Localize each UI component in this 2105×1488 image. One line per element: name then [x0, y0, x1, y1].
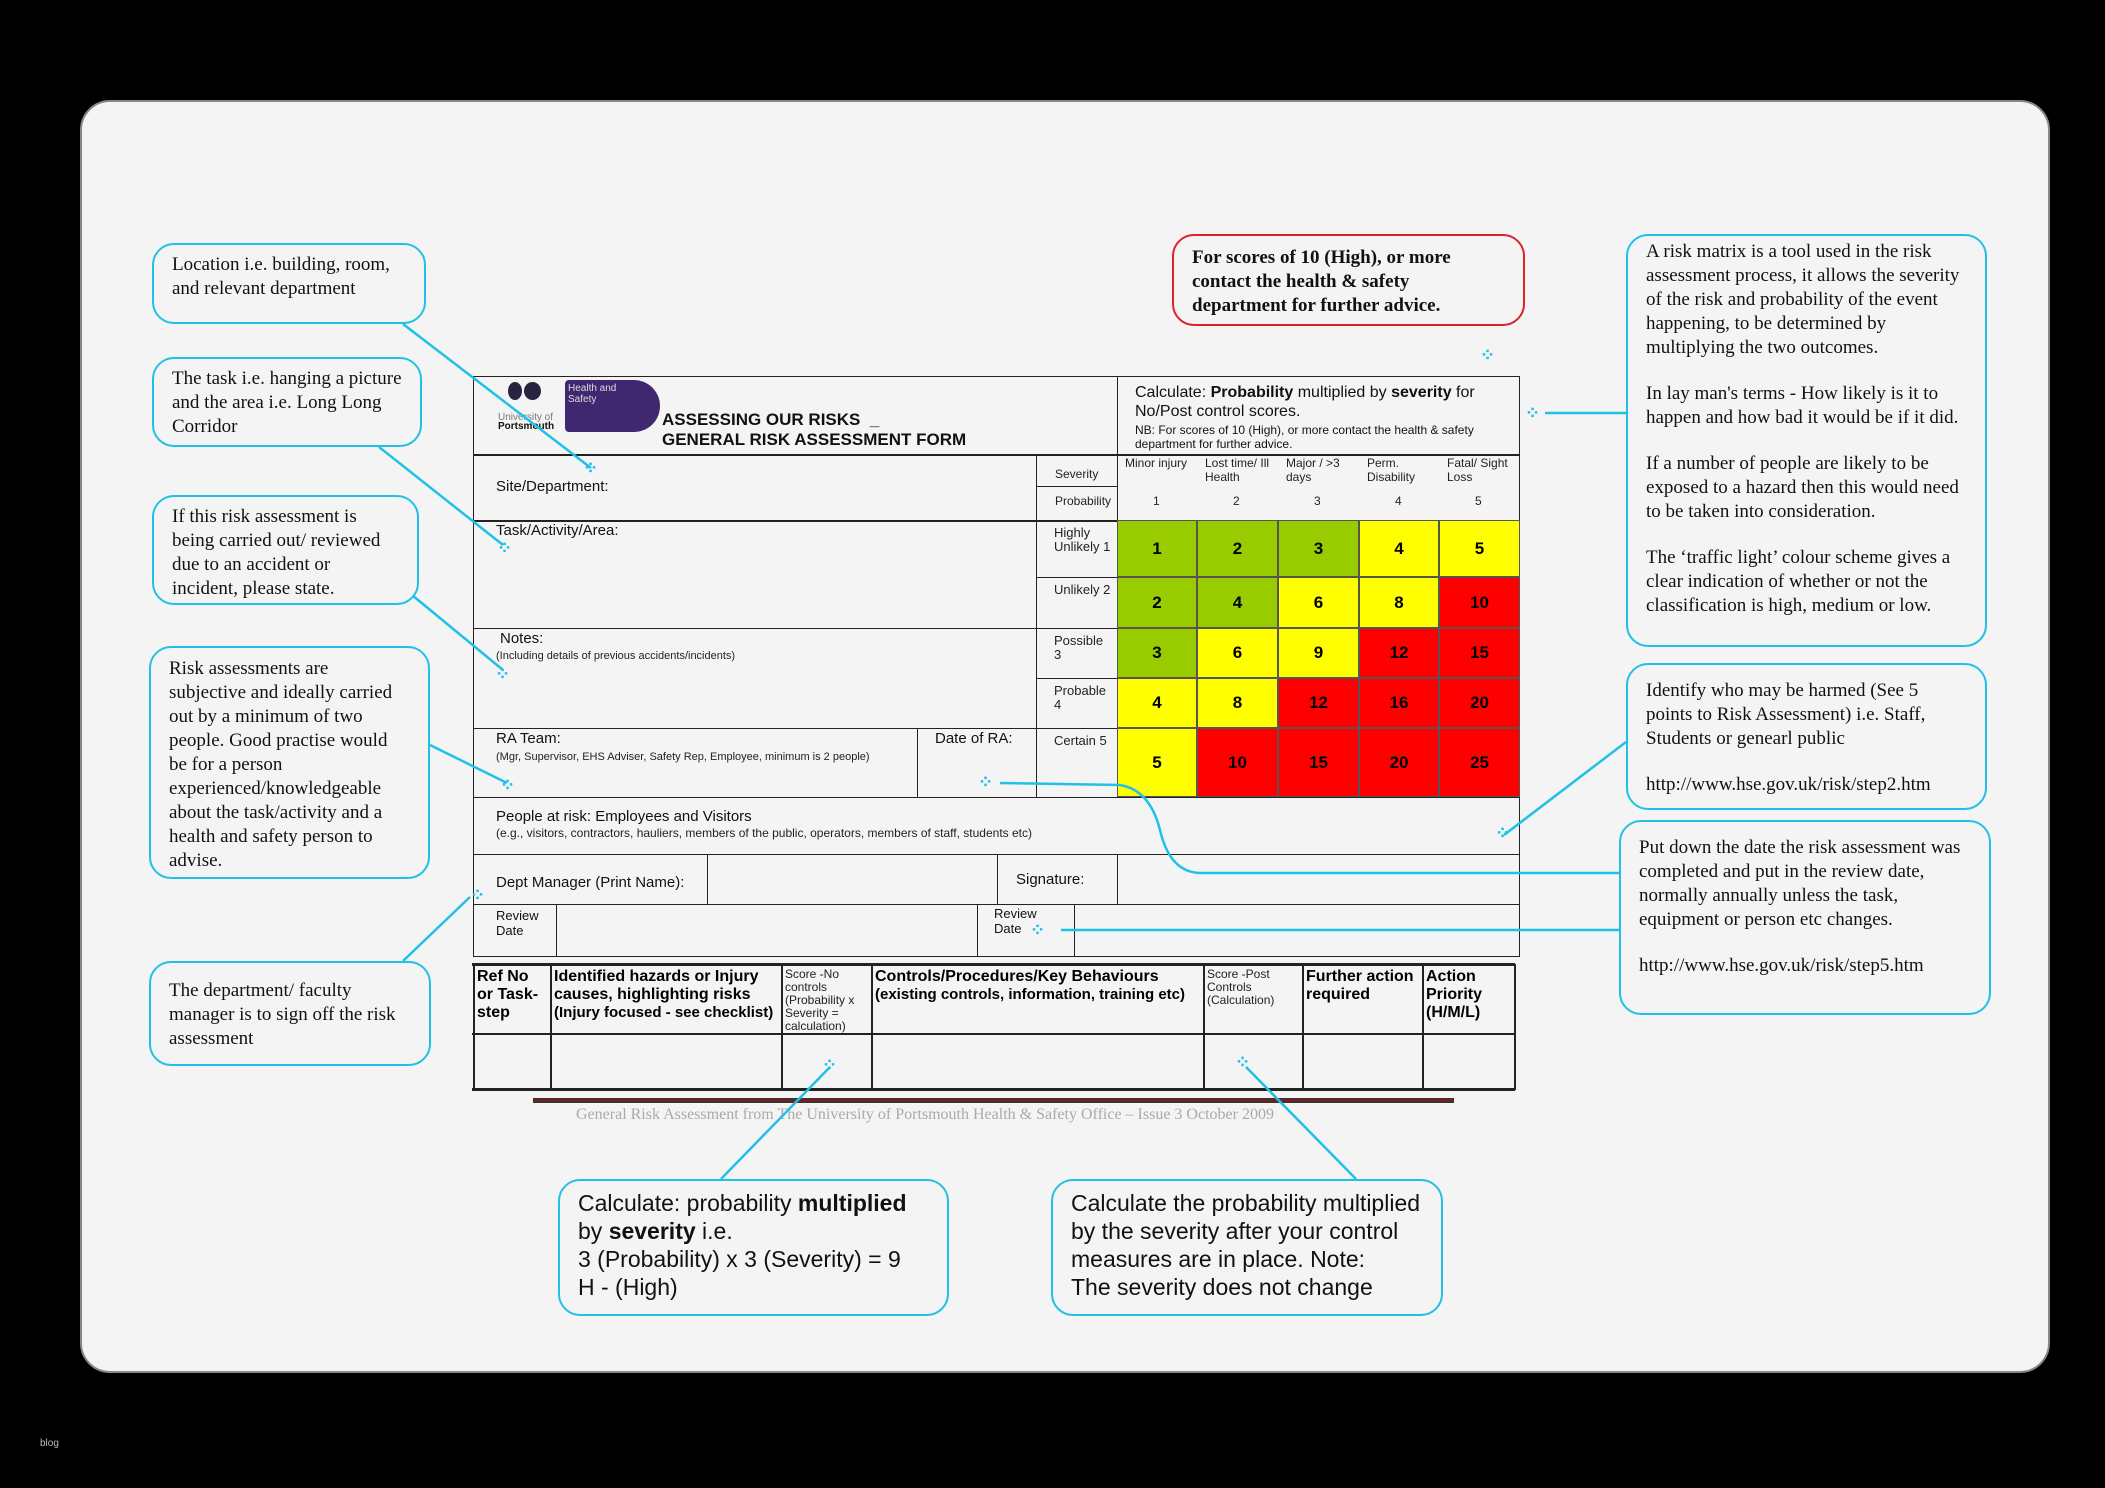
hse-step2-link[interactable]: http://www.hse.gov.uk/risk/step2.htm: [1646, 774, 1931, 795]
callout-accident: If this risk assessment is being carried out/ reviewed due to an accident or incident, please state.: [152, 495, 419, 605]
probability-label: Unlikely 2: [1054, 582, 1111, 597]
site-department-label: Site/Department:: [496, 478, 609, 495]
matrix-cell: 20: [1439, 678, 1520, 728]
callout-who-harmed: Identify who may be harmed (See 5 points to Risk Assessment) i.e. Staff, Students or genearl public http://www.hse.gov.uk/risk/step2.htm: [1626, 663, 1987, 810]
task-activity-label: Task/Activity/Area:: [496, 522, 619, 539]
footer-text: General Risk Assessment from The University of Portsmouth Health & Safety Office – Issue 3 October 2009: [576, 1106, 1274, 1123]
table-header: Controls/Procedures/Key Behaviours (existing controls, information, training etc): [875, 968, 1186, 1003]
matrix-cell: 4: [1117, 678, 1197, 728]
matrix-cell: 4: [1197, 577, 1278, 628]
arrow-icon: ⁘: [470, 885, 484, 905]
callout-location: Location i.e. building, room, and relevant department: [152, 243, 426, 324]
notes-label: Notes:: [500, 630, 544, 647]
form-title: ASSESSING OUR RISKS _: [662, 410, 880, 429]
form-subtitle: GENERAL RISK ASSESSMENT FORM: [662, 430, 967, 449]
arrow-icon: ⁘: [583, 458, 597, 478]
matrix-cell: 6: [1197, 628, 1278, 678]
review-date-label-2: Review Date: [994, 906, 1037, 936]
callout-subjective: Risk assessments are subjective and ideally carried out by a minimum of two people. Good practise would be for a person experienced/knowledgeable about the task/activity and a health and safety person to advise.: [149, 646, 430, 879]
severity-number: 2: [1233, 494, 1240, 508]
matrix-cell: 8: [1359, 577, 1439, 628]
date-of-ra-label: Date of RA:: [935, 730, 1013, 747]
callout-post-controls: Calculate the probability multiplied by the severity after your control measures are in place. Note: The severity does not change: [1051, 1179, 1443, 1316]
signature-label: Signature:: [1016, 871, 1085, 888]
probability-label: Probable 4: [1054, 683, 1107, 712]
matrix-cell: 5: [1439, 520, 1520, 577]
table-header: Ref No or Task-step: [477, 968, 539, 1021]
matrix-cell: 12: [1359, 628, 1439, 678]
matrix-cell: 25: [1439, 728, 1520, 797]
table-header: Further action required: [1306, 968, 1414, 1003]
matrix-cell: 1: [1117, 520, 1197, 577]
severity-number: 3: [1314, 494, 1321, 508]
arrow-icon: ⁘: [1525, 403, 1539, 423]
matrix-cell: 12: [1278, 678, 1359, 728]
arrow-icon: ⁘: [495, 664, 509, 684]
matrix-cell: 15: [1439, 628, 1520, 678]
callout-review-date: Put down the date the risk assessment was completed and put in the review date, normally annually unless the task, equipment or person etc changes. http://www.hse.gov.uk/risk/step5.htm: [1619, 820, 1991, 1015]
dept-manager-label: Dept Manager (Print Name):: [496, 874, 685, 891]
university-logo: Health and Safety University of Portsmouth: [480, 380, 660, 432]
watermark: blog: [40, 1438, 59, 1449]
people-at-risk-label: People at risk: Employees and Visitors: [496, 808, 752, 825]
severity-header: Lost time/ Ill Health: [1205, 456, 1270, 484]
callout-high-score: For scores of 10 (High), or more contact the health & safety department for further advice.: [1172, 234, 1525, 326]
arrow-icon: ⁘: [1480, 345, 1494, 365]
review-date-label: Review Date: [496, 908, 539, 938]
table-header: Action Priority (H/M/L): [1426, 968, 1483, 1021]
severity-header: Minor injury: [1125, 456, 1188, 470]
matrix-cell: 3: [1117, 628, 1197, 678]
matrix-cell: 5: [1117, 728, 1197, 797]
matrix-cell: 6: [1278, 577, 1359, 628]
calc-instructions: Calculate: Probability multiplied by severity for No/Post control scores. NB: For scores of 10 (High), or more contact the health & safety department for further advice.: [1135, 384, 1475, 451]
matrix-cell: 20: [1359, 728, 1439, 797]
matrix-cell: 3: [1278, 520, 1359, 577]
probability-label: Highly Unlikely 1: [1054, 525, 1111, 554]
matrix-cell: 10: [1197, 728, 1278, 797]
callout-manager: The department/ faculty manager is to sign off the risk assessment: [149, 961, 431, 1066]
hse-step5-link[interactable]: http://www.hse.gov.uk/risk/step5.htm: [1639, 955, 1924, 976]
callout-calculate: Calculate: probability multiplied by severity i.e. 3 (Probability) x 3 (Severity) = 9 H - (High): [558, 1179, 949, 1316]
callout-task: The task i.e. hanging a picture and the area i.e. Long Long Corridor: [152, 357, 422, 447]
severity-number: 5: [1475, 494, 1482, 508]
arrow-icon: ⁘: [1235, 1052, 1249, 1072]
matrix-cell: 4: [1359, 520, 1439, 577]
matrix-cell: 15: [1278, 728, 1359, 797]
severity-number: 1: [1153, 494, 1160, 508]
arrow-icon: ⁘: [500, 775, 514, 795]
severity-header: Perm. Disability: [1367, 456, 1416, 484]
probability-label: Certain 5: [1054, 733, 1107, 748]
table-header: Identified hazards or Injury causes, highlighting risks (Injury focused - see checklist): [554, 968, 774, 1021]
callout-risk-matrix: A risk matrix is a tool used in the risk assessment process, it allows the severity of the risk and probability of the event happening, to be determined by multiplying the two outcomes. In lay man's terms - How likely is it to happen and how bad it would be if it did. If a number of people are likely to be exposed to a hazard then this would need to be taken into consideration. The ‘traffic light’ colour scheme gives a clear indication of whether or not the classification is high, medium or low.: [1626, 234, 1987, 647]
matrix-cell: 2: [1117, 577, 1197, 628]
arrow-icon: ⁘: [978, 772, 992, 792]
arrow-icon: ⁘: [497, 538, 511, 558]
ra-team-label: RA Team:: [496, 730, 561, 747]
matrix-cell: 16: [1359, 678, 1439, 728]
severity-header: Major / >3 days: [1286, 456, 1340, 484]
severity-number: 4: [1395, 494, 1402, 508]
arrow-icon: ⁘: [1030, 920, 1044, 940]
table-header: Score -No controls (Probability x Severity = calculation): [785, 967, 855, 1033]
probability-label: Possible 3: [1054, 633, 1104, 662]
arrow-icon: ⁘: [1495, 823, 1509, 843]
matrix-cell: 10: [1439, 577, 1520, 628]
severity-header: Fatal/ Sight Loss: [1447, 456, 1508, 484]
table-header: Score -Post Controls (Calculation): [1207, 967, 1275, 1007]
matrix-cell: 8: [1197, 678, 1278, 728]
arrow-icon: ⁘: [822, 1055, 836, 1075]
matrix-cell: 2: [1197, 520, 1278, 577]
matrix-cell: 9: [1278, 628, 1359, 678]
